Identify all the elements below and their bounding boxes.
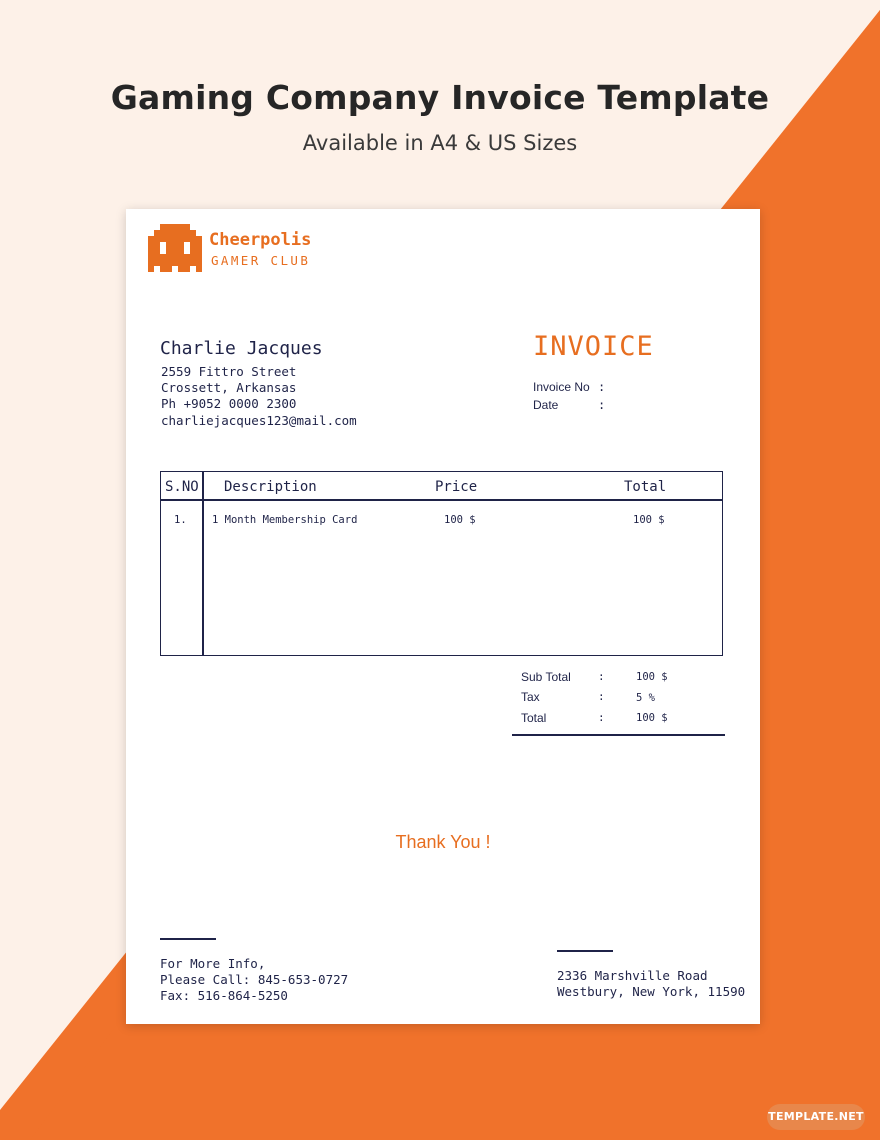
footer-address-city: Westbury, New York, 11590 bbox=[557, 984, 746, 999]
date-label: Date bbox=[533, 398, 559, 412]
footer-phone: Please Call: 845-653-0727 bbox=[160, 972, 349, 987]
total-label: Total bbox=[521, 711, 547, 725]
footer-info: For More Info, bbox=[160, 956, 266, 971]
brand-tagline: GAMER CLUB bbox=[211, 253, 311, 268]
summary-rule bbox=[512, 734, 725, 736]
row-description: 1 Month Membership Card bbox=[212, 514, 358, 526]
invoice-no-colon: : bbox=[598, 380, 606, 394]
page-title: Gaming Company Invoice Template bbox=[110, 78, 770, 117]
row-total: 100 $ bbox=[633, 514, 665, 526]
tax-label: Tax bbox=[521, 690, 540, 704]
total-value: 100 $ bbox=[636, 712, 668, 724]
brand-name: Cheerpolis bbox=[209, 230, 312, 250]
client-street: 2559 Fittro Street bbox=[161, 364, 297, 379]
invoice-no-label: Invoice No bbox=[533, 380, 590, 394]
total-colon: : bbox=[598, 711, 605, 724]
subtotal-value: 100 $ bbox=[636, 671, 668, 683]
client-city: Crossett, Arkansas bbox=[161, 380, 297, 395]
header-total: Total bbox=[624, 479, 667, 495]
items-table bbox=[160, 471, 723, 656]
row-price: 100 $ bbox=[444, 514, 476, 526]
client-phone: Ph +9052 0000 2300 bbox=[161, 396, 297, 411]
subtotal-label: Sub Total bbox=[521, 670, 571, 684]
pixel-ghost-icon bbox=[148, 224, 202, 272]
header-price: Price bbox=[435, 479, 478, 495]
footer-address-street: 2336 Marshville Road bbox=[557, 968, 708, 983]
footer-right-rule bbox=[557, 950, 613, 952]
footer-fax: Fax: 516-864-5250 bbox=[160, 988, 288, 1003]
tax-value: 5 % bbox=[636, 692, 655, 704]
header-description: Description bbox=[224, 479, 317, 495]
row-sno: 1. bbox=[174, 514, 187, 526]
footer-left-rule bbox=[160, 938, 216, 940]
header-sno: S.NO bbox=[165, 479, 199, 495]
client-email: charliejacques123@mail.com bbox=[161, 413, 357, 428]
template-net-badge[interactable]: TEMPLATE.NET bbox=[767, 1104, 865, 1130]
invoice-title: INVOICE bbox=[533, 331, 654, 362]
page-subtitle: Available in A4 & US Sizes bbox=[302, 131, 578, 155]
date-colon: : bbox=[598, 398, 606, 412]
tax-colon: : bbox=[598, 690, 605, 703]
subtotal-colon: : bbox=[598, 670, 605, 683]
invoice-document bbox=[126, 209, 760, 1024]
thank-you-text: Thank You ! bbox=[395, 832, 491, 852]
client-name: Charlie Jacques bbox=[160, 338, 323, 359]
header-divider bbox=[161, 499, 722, 501]
